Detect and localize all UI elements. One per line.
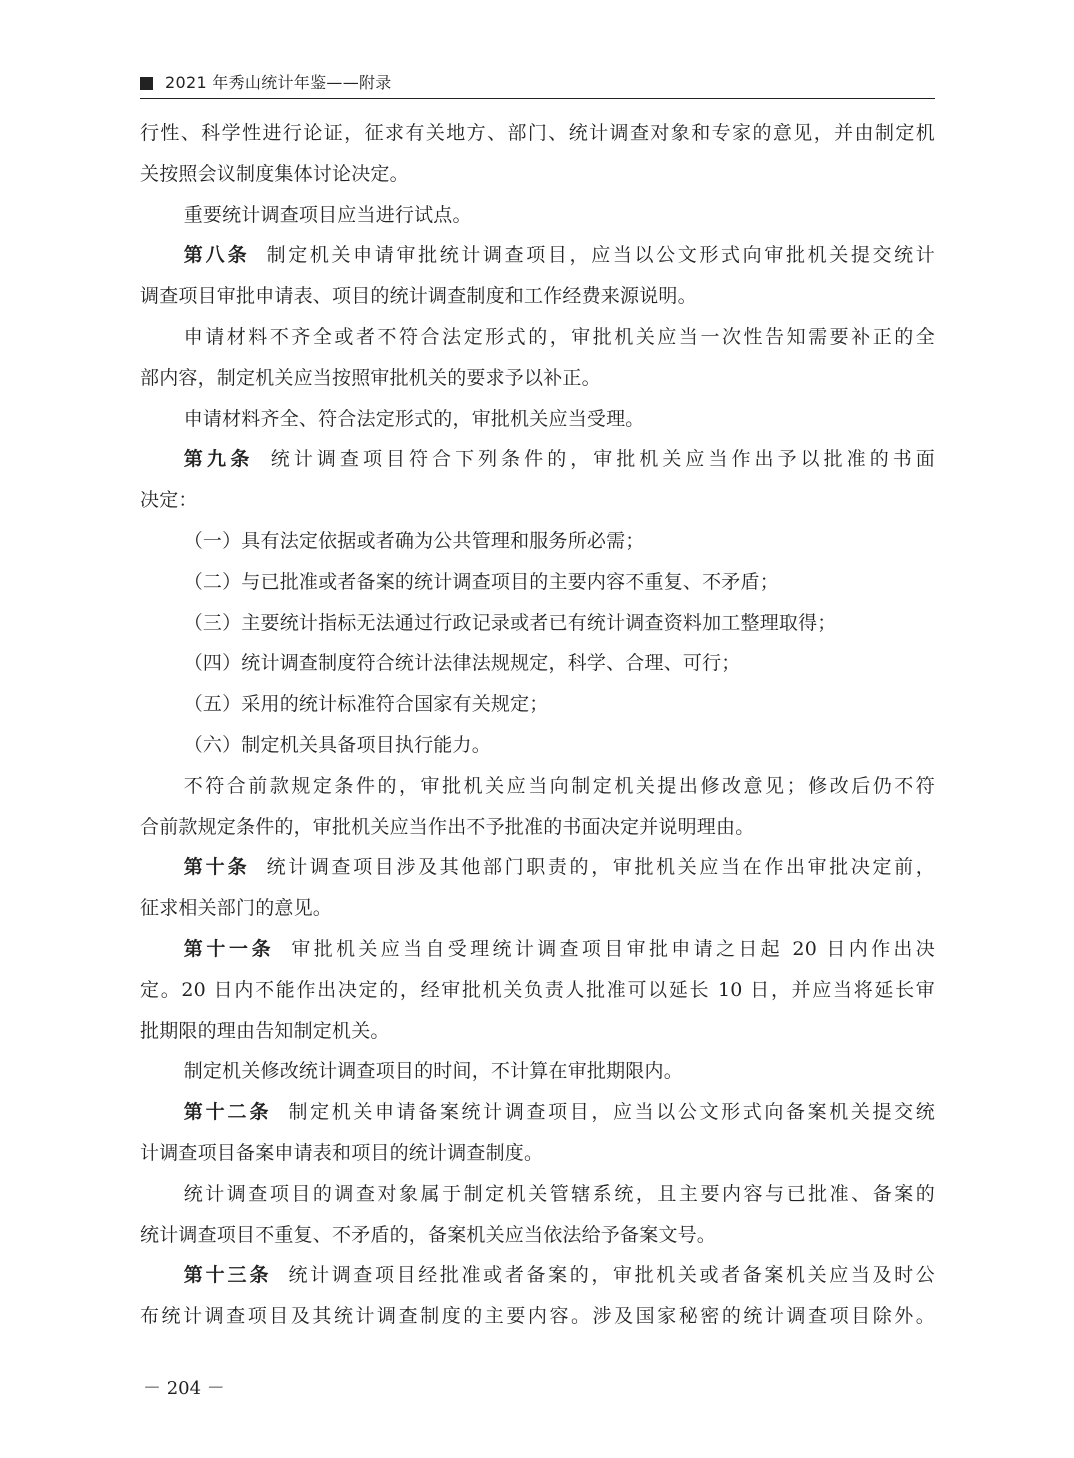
- list-item: （六）制定机关具备项目执行能力。: [183, 733, 491, 756]
- article-paragraph: [140, 1255, 935, 1296]
- article-heading: 第九条: [183, 448, 254, 471]
- paragraph-text: 统计调查项目符合下列条件的，审批机关应当作出予以批准的书面: [270, 448, 935, 471]
- article-heading: 第八条: [183, 244, 250, 267]
- article-paragraph: [140, 1092, 935, 1133]
- paragraph-line: 征求相关部门的意见。: [140, 897, 333, 920]
- paragraph-text: 统计调查项目涉及其他部门职责的，审批机关应当在作出审批决定前，: [266, 856, 935, 879]
- paragraph-line: 统计调查项目的调查对象属于制定机关管辖系统，且主要内容与已批准、备案的: [183, 1182, 935, 1205]
- list-item: （四）统计调查制度符合统计法律法规规定，科学、合理、可行；: [183, 652, 741, 675]
- article-paragraph: [140, 235, 935, 276]
- header-title: 2021 年秀山统计年鉴——附录: [165, 73, 392, 92]
- article-paragraph: [140, 439, 935, 480]
- paragraph-line: 批期限的理由告知制定机关。: [140, 1019, 390, 1042]
- paragraph-line: 部内容，制定机关应当按照审批机关的要求予以补正。: [140, 366, 601, 389]
- paragraph-text: 审批机关应当自受理统计调查项目审批申请之日起 20 日内作出决: [291, 937, 935, 960]
- paragraph: 制定机关修改统计调查项目的时间，不计算在审批期限内。: [183, 1060, 683, 1083]
- paragraph-text: 制定机关申请备案统计调查项目，应当以公文形式向备案机关提交统: [288, 1101, 935, 1124]
- paragraph-line: 关按照会议制度集体讨论决定。: [140, 162, 409, 185]
- paragraph-text: 统计调查项目经批准或者备案的，审批机关或者备案机关应当及时公: [288, 1264, 935, 1287]
- article-heading: 第十一条: [183, 937, 275, 960]
- paragraph: 重要统计调查项目应当进行试点。: [183, 203, 472, 226]
- paragraph-line: 统计调查项目不重复、不矛盾的，备案机关应当依法给予备案文号。: [140, 1223, 717, 1246]
- paragraph-line: 合前款规定条件的，审批机关应当作出不予批准的书面决定并说明理由。: [140, 815, 755, 838]
- paragraph-line: 计调查项目备案申请表和项目的统计调查制度。: [140, 1141, 544, 1164]
- list-item: （三）主要统计指标无法通过行政记录或者已有统计调查资料加工整理取得；: [183, 611, 837, 634]
- paragraph-line: 调查项目审批申请表、项目的统计调查制度和工作经费来源说明。: [140, 285, 697, 308]
- article-heading: 第十二条: [183, 1101, 272, 1124]
- paragraph-line: 定。20 日内不能作出决定的，经审批机关负责人批准可以延长 10 日，并应当将延长审: [140, 978, 935, 1001]
- document-body: [140, 113, 935, 1337]
- list-item: （一）具有法定依据或者确为公共管理和服务所必需；: [183, 529, 645, 552]
- paragraph-line: 不符合前款规定条件的，审批机关应当向制定机关提出修改意见；修改后仍不符: [183, 774, 935, 797]
- paragraph-text: 制定机关申请审批统计调查项目，应当以公文形式向审批机关提交统计: [266, 244, 935, 267]
- paragraph-line: 行性、科学性进行论证，征求有关地方、部门、统计调查对象和专家的意见，并由制定机: [140, 122, 935, 144]
- paragraph-line: 申请材料不齐全或者不符合法定形式的，审批机关应当一次性告知需要补正的全: [183, 325, 935, 348]
- list-item: （五）采用的统计标准符合国家有关规定；: [183, 693, 549, 716]
- article-paragraph: [140, 929, 935, 970]
- list-item: （二）与已批准或者备案的统计调查项目的主要内容不重复、不矛盾；: [183, 570, 779, 593]
- header-square-icon: [140, 77, 153, 90]
- running-header: [140, 74, 935, 99]
- article-paragraph: [140, 847, 935, 888]
- paragraph-line: 决定：: [140, 489, 198, 512]
- paragraph-line: 布统计调查项目及其统计调查制度的主要内容。涉及国家秘密的统计调查项目除外。: [140, 1305, 935, 1328]
- paragraph: 申请材料齐全、符合法定形式的，审批机关应当受理。: [183, 407, 645, 430]
- article-heading: 第十三条: [183, 1264, 272, 1287]
- article-heading: 第十条: [183, 856, 250, 879]
- page-number: － 204 －: [143, 1378, 225, 1399]
